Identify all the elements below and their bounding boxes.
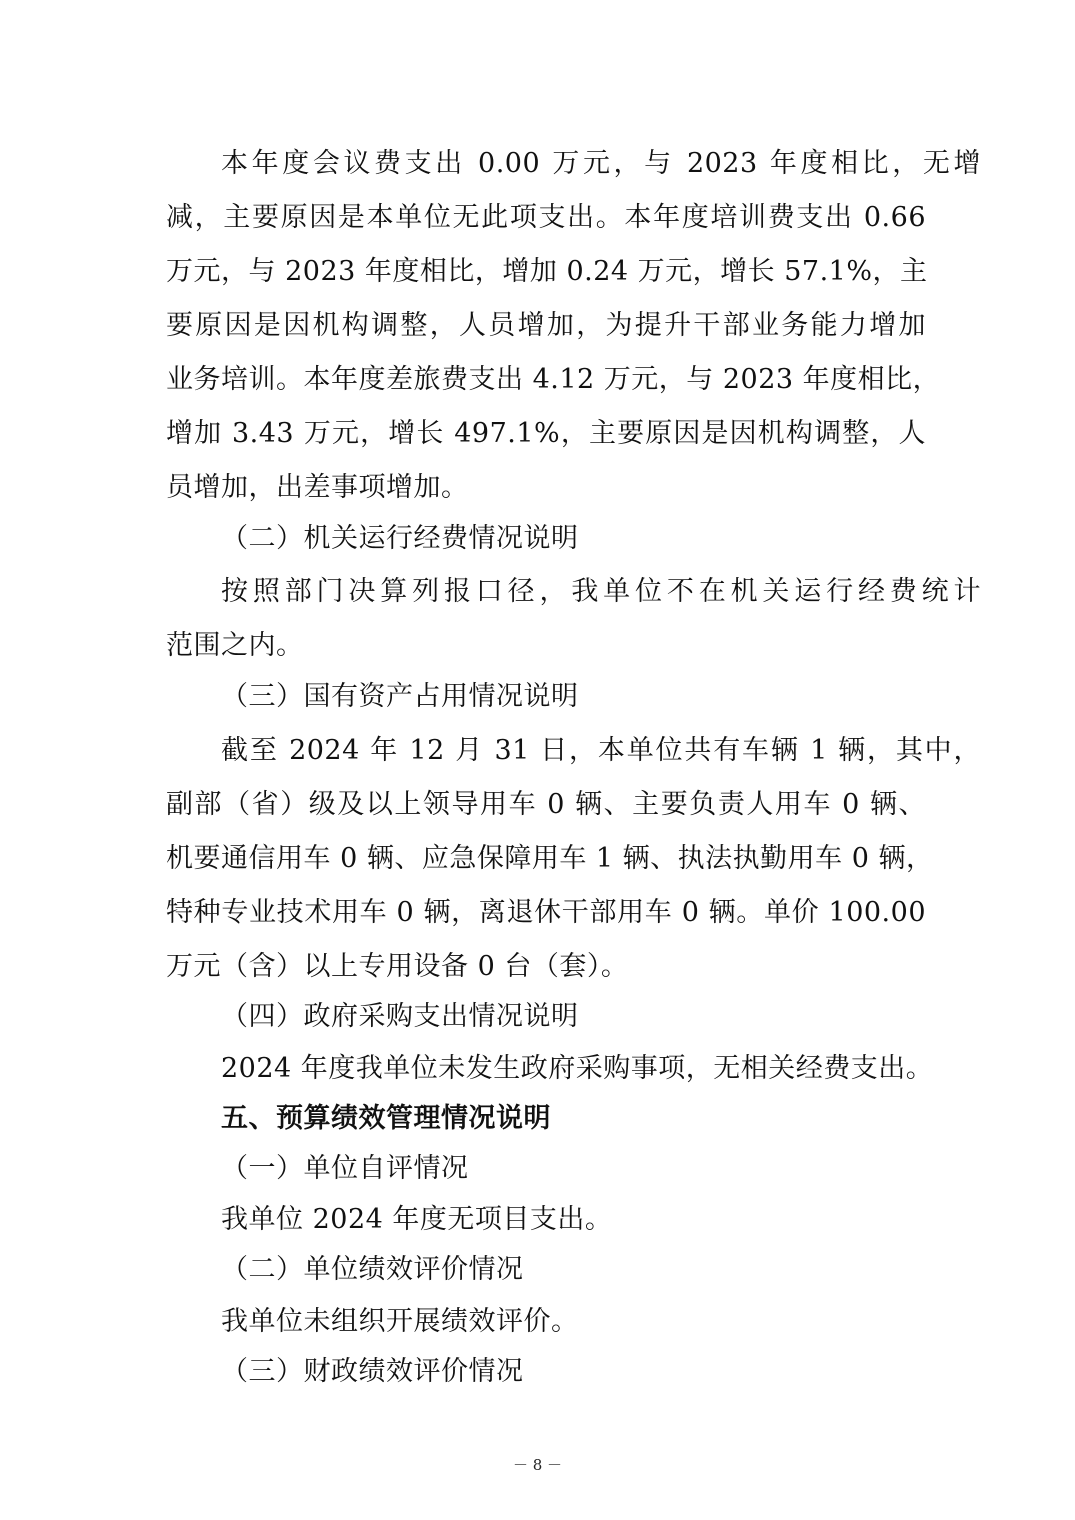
- paragraph-line: 我单位未组织开展绩效评价。: [221, 1306, 579, 1337]
- paragraph-line: 员增加，出差事项增加。: [166, 472, 469, 503]
- paragraph-line: 减，主要原因是本单位无此项支出。本年度培训费支出 0.66: [166, 202, 926, 233]
- paragraph-line: 增加 3.43 万元，增长 497.1%，主要原因是因机构调整，人: [166, 418, 926, 449]
- page-number: － 8 －: [512, 1456, 563, 1474]
- paragraph-line: 万元（含）以上专用设备 0 台（套）。: [166, 951, 629, 982]
- subsection-heading: （一）单位自评情况: [221, 1153, 469, 1184]
- paragraph-line: 业务培训。本年度差旅费支出 4.12 万元，与 2023 年度相比，: [166, 364, 941, 395]
- paragraph-line: 本年度会议费支出 0.00 万元，与 2023 年度相比，无增: [221, 148, 981, 179]
- subsection-heading: （三）国有资产占用情况说明: [221, 681, 579, 712]
- subsection-heading: （四）政府采购支出情况说明: [221, 1001, 579, 1032]
- subsection-heading: （二）单位绩效评价情况: [221, 1254, 524, 1285]
- paragraph-line: 截至 2024 年 12 月 31 日，本单位共有车辆 1 辆，其中，: [221, 735, 981, 766]
- paragraph-line: 我单位 2024 年度无项目支出。: [221, 1204, 613, 1235]
- paragraph-line: 机要通信用车 0 辆、应急保障用车 1 辆、执法执勤用车 0 辆，: [166, 843, 934, 874]
- subsection-heading: （三）财政绩效评价情况: [221, 1356, 524, 1387]
- paragraph-line: 万元，与 2023 年度相比，增加 0.24 万元，增长 57.1%，主: [166, 256, 928, 287]
- paragraph-line: 范围之内。: [166, 630, 304, 661]
- paragraph-line: 副部（省）级及以上领导用车 0 辆、主要负责人用车 0 辆、: [166, 789, 926, 820]
- paragraph-line: 2024 年度我单位未发生政府采购事项，无相关经费支出。: [221, 1053, 934, 1084]
- paragraph-line: 要原因是因机构调整，人员增加，为提升干部业务能力增加: [166, 310, 926, 341]
- paragraph-line: 特种专业技术用车 0 辆，离退休干部用车 0 辆。单价 100.00: [166, 897, 926, 928]
- section-heading: 五、预算绩效管理情况说明: [221, 1103, 551, 1134]
- subsection-heading: （二）机关运行经费情况说明: [221, 523, 579, 554]
- paragraph-line: 按照部门决算列报口径，我单位不在机关运行经费统计: [221, 576, 981, 607]
